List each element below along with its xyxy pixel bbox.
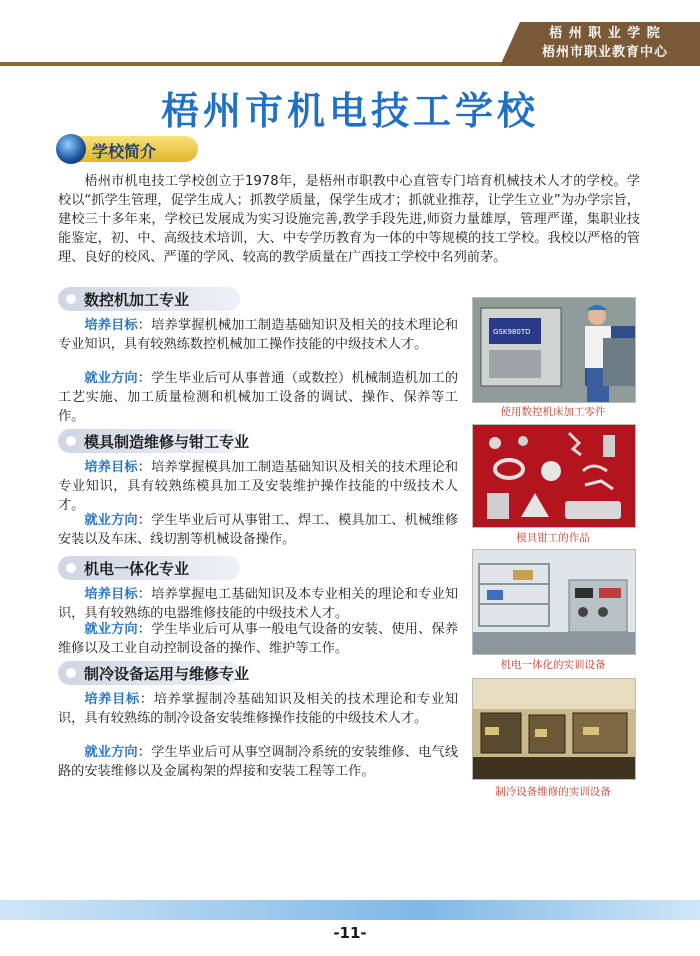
photo-refrigeration-equipment	[472, 678, 636, 780]
cnc-screen-label: GSK980TD	[493, 328, 531, 336]
job-lead: 就业方向	[84, 745, 138, 760]
section-goal-mold	[58, 458, 458, 515]
photo-mold-works	[472, 424, 636, 528]
mold-works-scene	[473, 425, 635, 527]
job-text: ：学生毕业后可从事普通（或数控）机械制造机加工的工艺实施、加工质量检测和机械加工设备的调试、操作、保养等工作。	[58, 371, 459, 424]
header-text	[515, 24, 695, 62]
photo-cnc-machine	[472, 297, 636, 403]
header-line-2: 梧州市职业教育中心	[541, 45, 668, 60]
caption-cnc: 使用数控机床加工零件	[500, 406, 606, 418]
bullet-icon	[66, 436, 76, 446]
goal-lead: 培养目标	[84, 692, 140, 707]
job-text: ：学生毕业后可从事钳工、焊工、模具加工、机械维修安装以及车床、线切割等机械设备操作。	[58, 513, 459, 547]
goal-lead: 培养目标	[84, 460, 138, 475]
goal-lead: 培养目标	[84, 318, 138, 333]
section-heading-cnc	[58, 287, 240, 311]
globe-icon	[56, 134, 86, 164]
job-text: ：学生毕业后可从事空调制冷系统的安装维修、电气线路的安装维修以及金属构架的焊接和安装工程等工作。	[58, 745, 459, 779]
section-heading-refrigeration	[58, 661, 250, 685]
job-text: ：学生毕业后可从事一般电气设备的安装、使用、保养维修以及工业自动控制设备的操作、维护等工作。	[58, 622, 459, 656]
section-goal-mechatronics	[58, 585, 458, 623]
section-job-mold	[58, 511, 458, 549]
section-heading-mold	[58, 429, 250, 453]
page-title: 梧州市机电技工学校	[160, 89, 539, 133]
photo-mechatronics-equipment	[472, 549, 636, 655]
goal-lead: 培养目标	[84, 587, 138, 602]
job-lead: 就业方向	[84, 622, 138, 637]
caption-mold: 模具钳工的作品	[516, 532, 590, 544]
intro-paragraph: 梧州市机电技工学校创立于1978年，是梧州市职教中心直管专门培育机械技术人才的学校。学校以“抓学生管理，促学生成人；抓教学质量，保学生成才；抓就业推荐，让学生立业”为办学宗旨，建校三十多年来，学校已发展成为实习设施完善,教学手段先进,师资力量雄厚，管理严谨，集职业技能鉴定，初、中、高级技术培训，大、中专学历教育为一体的中等规模的技工学校。我校以严格的管理、良好的校风、严谨的学风、较高的教学质量在广西技工学校中名列前茅。	[58, 174, 640, 265]
goal-text: ：培养掌握模具加工制造基础知识及相关的技术理论和专业知识，具有较熟练模具加工及安装维护操作技能的中级技术人才。	[58, 460, 459, 513]
intro-heading: 学校简介	[92, 142, 157, 161]
section-title: 机电一体化专业	[84, 560, 190, 578]
goal-text: ：培养掌握机械加工制造基础知识及相关的技术理论和专业知识，具有较熟练数控机械加工操作技能的中级技术人才。	[58, 318, 459, 352]
refrigeration-scene	[473, 679, 635, 779]
goal-text: ：培养掌握电工基础知识及本专业相关的理论和专业知识，具有较熟练的电器维修技能的中级技术人才。	[58, 587, 459, 621]
section-goal-cnc	[58, 316, 458, 354]
job-lead: 就业方向	[84, 513, 138, 528]
section-title: 模具制造维修与钳工专业	[84, 433, 250, 451]
section-heading-mechatronics	[58, 556, 240, 580]
section-job-refrigeration	[58, 743, 458, 781]
goal-text: ：培养掌握制冷基础知识及相关的技术理论和专业知识，具有较熟练的制冷设备安装维修操作技能的中级技术人才。	[58, 692, 459, 726]
bullet-icon	[66, 668, 76, 678]
caption-refrigeration: 制冷设备维修的实训设备	[495, 786, 611, 798]
header-line-1: 梧 州 职 业 学 院	[549, 26, 661, 41]
bullet-icon	[66, 294, 76, 304]
caption-mechatronics: 机电一体化的实训设备	[500, 659, 606, 671]
section-goal-refrigeration	[58, 690, 458, 728]
page-number: -11-	[333, 924, 367, 942]
section-title: 制冷设备运用与维修专业	[84, 665, 250, 683]
section-job-cnc	[58, 369, 458, 426]
header-rule	[0, 62, 520, 66]
footer-band	[0, 900, 700, 920]
section-title: 数控机加工专业	[84, 291, 190, 309]
bullet-icon	[66, 563, 76, 573]
cnc-scene	[473, 298, 635, 402]
section-job-mechatronics	[58, 620, 458, 658]
job-lead: 就业方向	[84, 371, 138, 386]
mechatronics-scene	[473, 550, 635, 654]
